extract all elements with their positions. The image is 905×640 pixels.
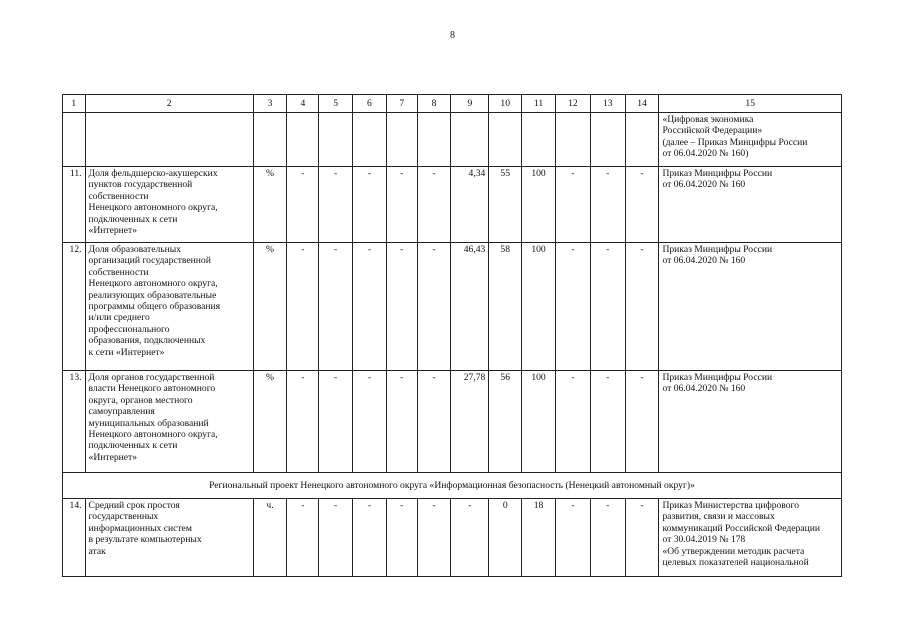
value-cell: - xyxy=(417,499,451,577)
section-title: Региональный проект Ненецкого автономного округа «Информационная безопасность (Ненецкий автономный округ)» xyxy=(63,473,842,499)
indicator-name: Доля образовательных организаций государственной собственности Ненецкого автономного округа, реализующих образовательные программы общего образования и/или среднего профессионального образования, подключенных к сети «Интернет» xyxy=(85,243,253,371)
header-cell: 12 xyxy=(555,95,590,113)
value-cell: - xyxy=(353,499,387,577)
value-cell: 27,78 xyxy=(451,371,489,473)
value-cell: - xyxy=(590,499,625,577)
header-cell: 10 xyxy=(489,95,522,113)
indicator-name: Средний срок простоя государственных информационных систем в результате компьютерных атак xyxy=(85,499,253,577)
source-cell: Приказ Минцифры России от 06.04.2020 № 160 xyxy=(659,243,842,371)
value-cell: - xyxy=(287,499,319,577)
value-cell: - xyxy=(625,243,659,371)
value-cell: - xyxy=(353,167,387,243)
indicators-table xyxy=(62,94,842,577)
value-cell: 100 xyxy=(522,371,556,473)
value-cell: - xyxy=(625,371,659,473)
source-cell: Приказ Министерства цифрового развития, связи и массовых коммуникаций Российской Федерации от 30.04.2019 № 178 «Об утверждении методик расчета целевых показателей национальной xyxy=(659,499,842,577)
value-cell: - xyxy=(555,167,590,243)
value-cell: - xyxy=(319,243,353,371)
source-cell: «Цифровая экономика Российской Федерации» (далее – Приказ Минцифры России от 06.04.2020 № 160) xyxy=(659,113,842,167)
header-cell: 9 xyxy=(451,95,489,113)
value-cell: - xyxy=(386,499,417,577)
header-cell: 11 xyxy=(522,95,556,113)
value-cell: - xyxy=(353,243,387,371)
header-row xyxy=(63,95,842,113)
unit-cell: ч. xyxy=(253,499,287,577)
value-cell: - xyxy=(590,243,625,371)
value-cell: 58 xyxy=(489,243,522,371)
value-cell: - xyxy=(590,371,625,473)
row-number: 14. xyxy=(63,499,86,577)
header-cell: 13 xyxy=(590,95,625,113)
value-cell: - xyxy=(353,371,387,473)
table-row xyxy=(63,499,842,577)
unit-cell: % xyxy=(253,167,287,243)
value-cell: 18 xyxy=(522,499,556,577)
value-cell: 55 xyxy=(489,167,522,243)
value-cell: - xyxy=(386,243,417,371)
value-cell: 56 xyxy=(489,371,522,473)
value-cell: 46,43 xyxy=(451,243,489,371)
page-number: 8 xyxy=(450,30,455,41)
continuation-row xyxy=(63,113,842,167)
value-cell: - xyxy=(319,371,353,473)
header-cell: 5 xyxy=(319,95,353,113)
value-cell: - xyxy=(625,167,659,243)
table-row xyxy=(63,371,842,473)
value-cell: 100 xyxy=(522,243,556,371)
source-cell: Приказ Минцифры России от 06.04.2020 № 160 xyxy=(659,371,842,473)
table-row xyxy=(63,243,842,371)
value-cell: - xyxy=(287,167,319,243)
header-cell: 15 xyxy=(659,95,842,113)
value-cell: - xyxy=(319,499,353,577)
value-cell: - xyxy=(417,243,451,371)
indicator-name: Доля фельдшерско-акушерских пунктов государственной собственности Ненецкого автономного округа, подключенных к сети «Интернет» xyxy=(85,167,253,243)
indicator-name: Доля органов государственной власти Ненецкого автономного округа, органов местного самоуправления муниципальных образований Ненецкого автономного округа, подключенных к сети «Интернет» xyxy=(85,371,253,473)
unit-cell: % xyxy=(253,243,287,371)
value-cell: - xyxy=(287,371,319,473)
header-cell: 6 xyxy=(353,95,387,113)
table-row xyxy=(63,167,842,243)
value-cell: - xyxy=(625,499,659,577)
row-number: 13. xyxy=(63,371,86,473)
value-cell: 100 xyxy=(522,167,556,243)
header-cell: 14 xyxy=(625,95,659,113)
value-cell: - xyxy=(417,167,451,243)
header-cell: 4 xyxy=(287,95,319,113)
value-cell: - xyxy=(386,167,417,243)
header-cell: 8 xyxy=(417,95,451,113)
value-cell: - xyxy=(287,243,319,371)
header-cell: 1 xyxy=(63,95,86,113)
row-number: 12. xyxy=(63,243,86,371)
value-cell: - xyxy=(555,499,590,577)
value-cell: - xyxy=(451,499,489,577)
value-cell: - xyxy=(386,371,417,473)
header-cell: 7 xyxy=(386,95,417,113)
value-cell: - xyxy=(555,371,590,473)
value-cell: - xyxy=(319,167,353,243)
unit-cell: % xyxy=(253,371,287,473)
source-cell: Приказ Минцифры России от 06.04.2020 № 160 xyxy=(659,167,842,243)
header-cell: 3 xyxy=(253,95,287,113)
value-cell: 0 xyxy=(489,499,522,577)
value-cell: - xyxy=(555,243,590,371)
row-number: 11. xyxy=(63,167,86,243)
section-row xyxy=(63,473,842,499)
value-cell: - xyxy=(417,371,451,473)
value-cell: 4,34 xyxy=(451,167,489,243)
value-cell: - xyxy=(590,167,625,243)
header-cell: 2 xyxy=(85,95,253,113)
